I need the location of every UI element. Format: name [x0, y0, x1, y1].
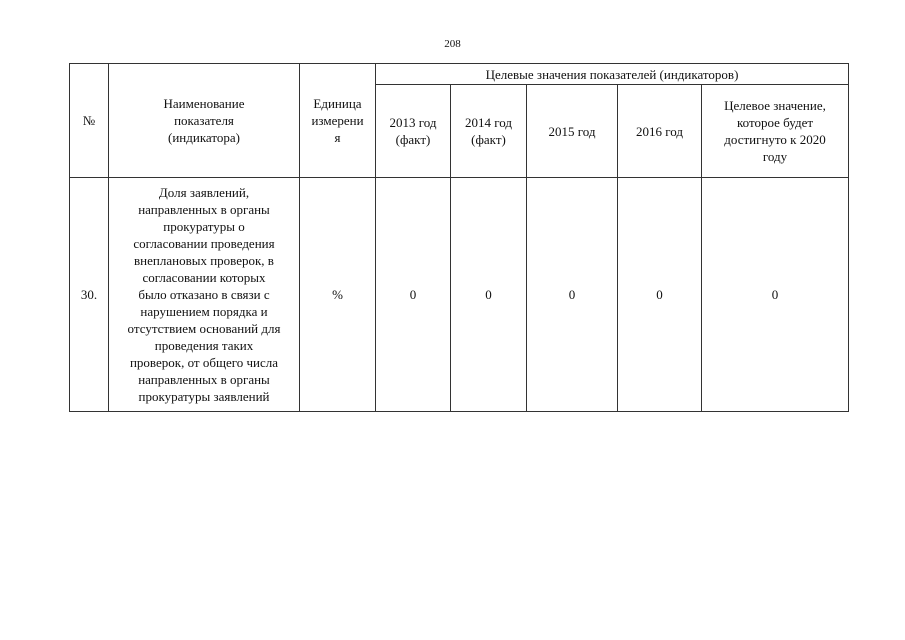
header-indicator-name-line: (индикатора): [168, 130, 240, 145]
row-value-2015: 0: [527, 178, 618, 412]
row-value-2014: 0: [451, 178, 527, 412]
indicators-table: [69, 63, 849, 412]
header-indicator-name-line: Наименование: [163, 96, 245, 111]
row-indicator-name-line: внеплановых проверок, в: [134, 253, 274, 268]
header-year-2014-line: (факт): [471, 132, 506, 147]
header-target-2020-line: которое будет: [736, 115, 814, 130]
header-number: №: [70, 64, 109, 178]
table-row: [70, 178, 849, 412]
header-target-2020-line: году: [762, 149, 788, 164]
header-indicator-name: [109, 64, 300, 178]
header-target-2020-line: достигнуто к 2020: [724, 132, 826, 147]
header-year-2013-line: 2013 год: [389, 115, 437, 130]
row-indicator-name-line: прокуратуры о: [163, 219, 245, 234]
header-target-values-group: Целевые значения показателей (индикаторов): [376, 64, 849, 85]
row-indicator-name-line: нарушением порядка и: [140, 304, 268, 319]
row-indicator-name-line: направленных в органы: [138, 202, 270, 217]
header-target-2020-line: Целевое значение,: [724, 98, 826, 113]
header-indicator-name-line: показателя: [174, 113, 234, 128]
row-target-2020: 0: [702, 178, 849, 412]
page-number: 208: [444, 38, 461, 50]
row-indicator-name-line: проведения таких: [154, 338, 254, 353]
header-year-2013-line: (факт): [395, 132, 431, 147]
header-year-2016: 2016 год: [618, 85, 702, 178]
header-year-2015: 2015 год: [527, 85, 618, 178]
row-indicator-name-line: проверок, от общего числа: [129, 355, 279, 370]
header-unit-line: Единица: [313, 96, 362, 111]
header-year-2014-line: 2014 год: [465, 115, 512, 130]
header-year-2014: [451, 85, 527, 178]
header-unit-line: я: [334, 130, 341, 145]
row-indicator-name-line: отсутствием оснований для: [127, 321, 281, 336]
header-unit-line: измерени: [311, 113, 364, 128]
header-unit: [300, 64, 376, 178]
header-year-2013: [376, 85, 451, 178]
row-value-2016: 0: [618, 178, 702, 412]
row-number: 30.: [70, 178, 109, 412]
row-indicator-name-line: Доля заявлений,: [158, 185, 250, 200]
row-indicator-name-line: согласовании проведения: [133, 236, 275, 251]
row-indicator-name-line: направленных в органы: [138, 372, 270, 387]
row-value-2013: 0: [376, 178, 451, 412]
row-indicator-name-line: прокуратуры заявлений: [138, 389, 270, 404]
header-row-top: [70, 64, 849, 85]
row-indicator-name-line: согласовании которых: [142, 270, 266, 285]
row-unit: %: [300, 178, 376, 412]
row-indicator-name: [109, 178, 300, 412]
row-indicator-name-line: было отказано в связи с: [138, 287, 270, 302]
header-target-2020: [702, 85, 849, 178]
